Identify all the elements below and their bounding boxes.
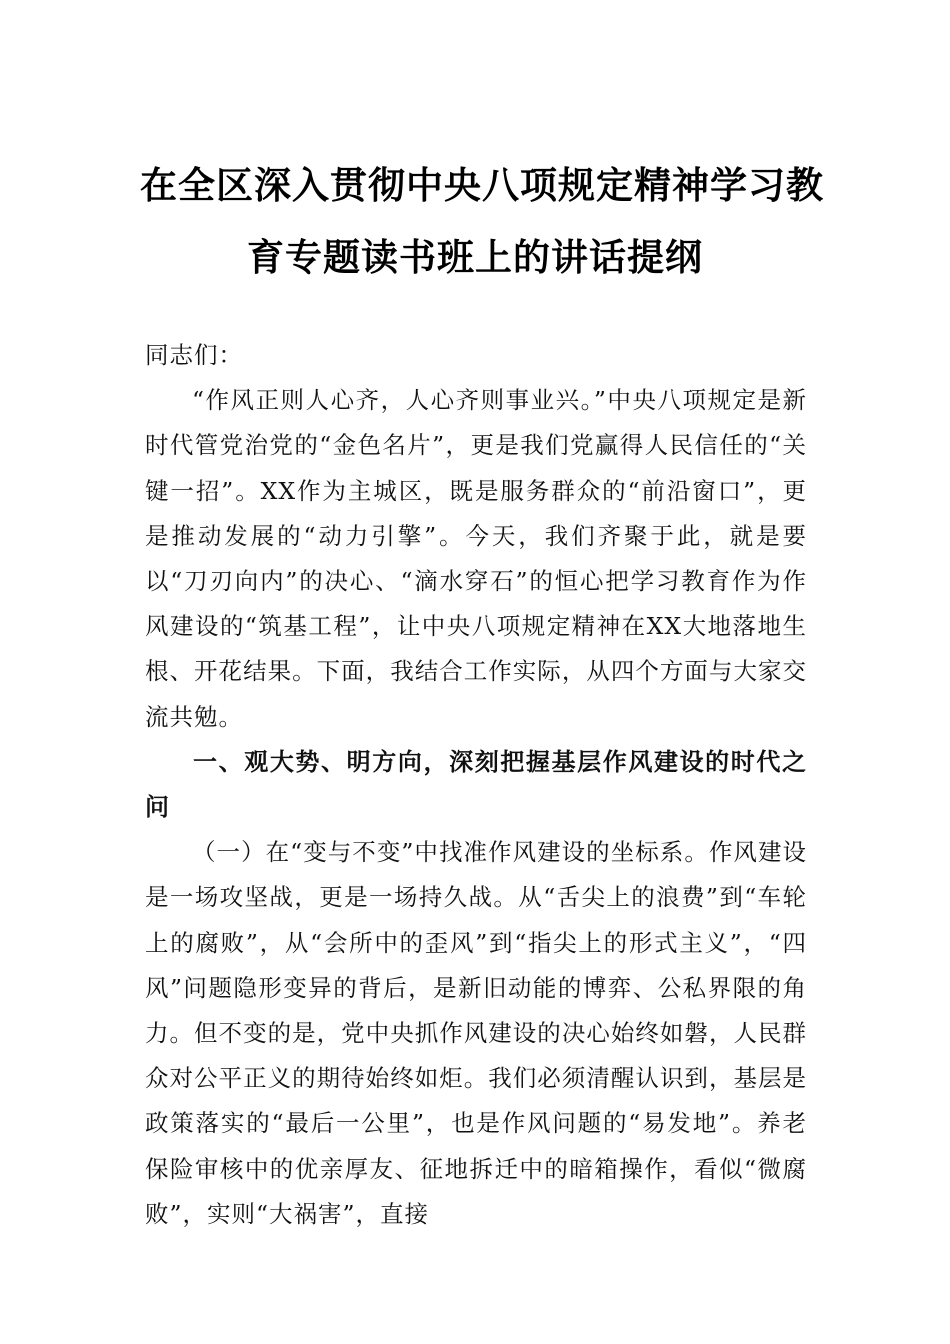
title-line-2: 育专题读书班上的讲话提纲	[247, 236, 703, 279]
title-line-1: 在全区深入贯彻中央八项规定精神学习教	[140, 164, 824, 207]
document-body	[145, 333, 807, 1237]
intro-paragraph: “作风正则人心齐，人心齐则事业兴。”中央八项规定是新时代管党治党的“金色名片”，更是我们党赢得人民信任的“关键一招”。XX作为主城区，既是服务群众的“前沿窗口”，更是推动发展的“动力引擎”。今天，我们齐聚于此，就是要以“刀刃向内”的决心、“滴水穿石”的恒心把学习教育作为作风建设的“筑基工程”，让中央八项规定精神在XX大地落地生根、开花结果。下面，我结合工作实际，从四个方面与大家交流共勉。	[145, 386, 807, 731]
document-title	[140, 150, 824, 294]
section-1-paragraph: （一）在“变与不变”中找准作风建设的坐标系。作风建设是一场攻坚战，更是一场持久战。从“舌尖上的浪费”到“车轮上的腐败”，从“会所中的歪风”到“指尖上的形式主义”，“四风”问题隐形变异的背后，是新旧动能的博弈、公私界限的角力。但不变的是，党中央抓作风建设的决心始终如磐，人民群众对公平正义的期待始终如炬。我们必须清醒认识到，基层是政策落实的“最后一公里”，也是作风问题的“易发地”。养老保险审核中的优亲厚友、征地拆迁中的暗箱操作，看似“微腐败”，实则“大祸害”，直接	[145, 838, 807, 1228]
greeting: 同志们：	[145, 341, 243, 369]
section-heading-1: 一、观大势、明方向，深刻把握基层作风建设的时代之问	[145, 747, 807, 822]
